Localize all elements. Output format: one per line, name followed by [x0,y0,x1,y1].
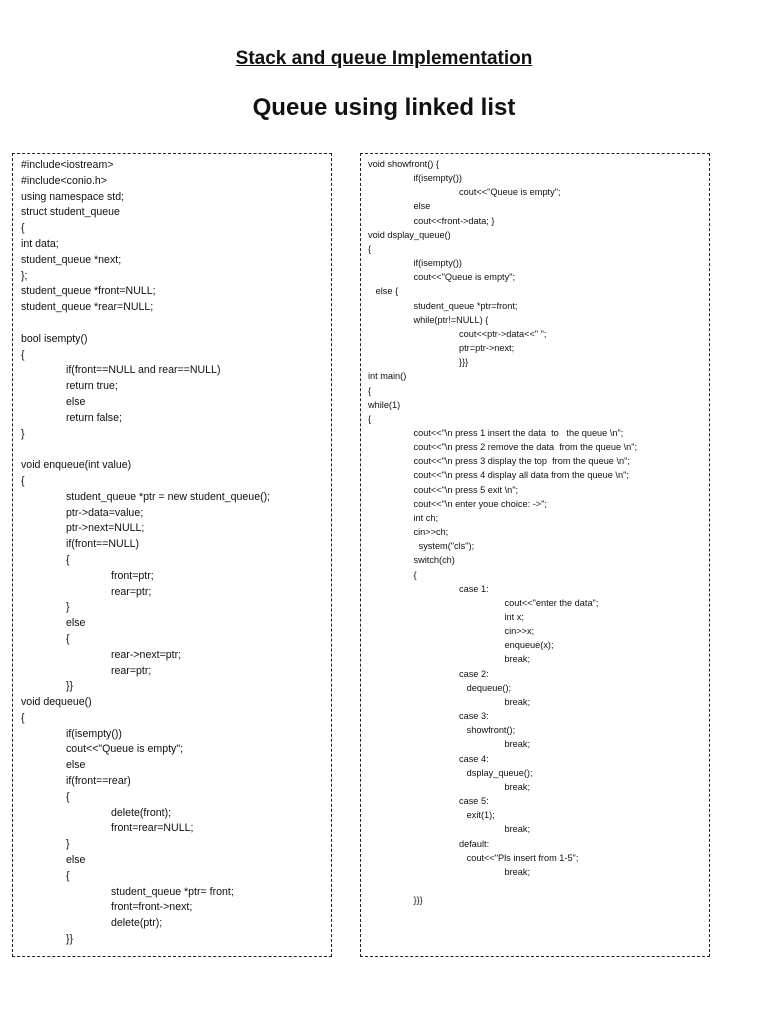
code-line: front=front->next; [21,901,193,914]
document-subtitle: Queue using linked list [252,94,516,121]
code-line: }}} [368,895,423,906]
code-line: cin>>x; [368,626,535,637]
code-line: else { [368,286,399,297]
code-line: break; [368,739,531,750]
code-line: default: [368,838,490,849]
code-line: { [21,869,70,882]
code-line: }; [21,269,28,282]
code-line: struct student_queue [21,206,120,219]
code-line: { [21,790,70,803]
code-line: student_queue *rear=NULL; [21,301,154,314]
code-line: { [21,553,70,566]
code-line: case 3: [368,711,489,722]
code-line: cout<<ptr->data<<" "; [368,328,547,339]
code-line: if(isempty()) [21,727,122,740]
code-line: cout<<"\n press 3 display the top from the queue \n"; [368,456,630,467]
code-line: using namespace std; [21,190,125,203]
code-line: void dsplay_queue() [368,229,451,240]
code-line: int data; [21,237,59,250]
code-line: system("cls"); [368,541,475,552]
code-line: #include<conio.h> [21,174,107,187]
document-title-text: Stack and queue Implementation [235,48,533,69]
code-line: while(1) [368,399,401,410]
code-line: cout<<"\n press 4 display all data from the queue \n"; [368,470,629,481]
code-line: break; [368,824,531,835]
code-line: if(front==rear) [21,775,131,788]
code-line: break; [368,866,531,877]
code-line: enqueue(x); [368,640,554,651]
code-line: } [21,427,25,440]
code-line: cout<<"\n press 1 insert the data to the queue \n"; [368,427,624,438]
code-line: if(isempty()) [368,258,462,269]
code-line: cout<<"Queue is empty"; [21,743,184,756]
code-line: front=rear=NULL; [21,822,194,835]
code-line: delete(front); [21,806,172,819]
code-line: cout<<"Queue is empty"; [368,187,561,198]
code-line: else [368,201,431,212]
code-line: { [21,348,25,361]
code-line: cout<<"Queue is empty"; [368,272,516,283]
code-line [21,442,270,458]
code-line: return false; [21,411,122,424]
code-line: student_queue *ptr = new student_queue(); [21,490,271,503]
document-title [0,48,768,70]
code-line: dequeue(); [368,682,512,693]
code-line: student_queue *ptr= front; [21,885,234,898]
code-line: ptr->data=value; [21,506,144,519]
code-line: { [368,413,372,424]
code-line: break; [368,696,531,707]
code-line: exit(1); [368,810,495,821]
code-line: } [21,838,70,851]
code-line: cin>>ch; [368,527,449,538]
code-line: int ch; [368,512,439,523]
code-line: void dequeue() [21,696,92,709]
code-line: bool isempty() [21,332,88,345]
code-line [21,316,270,332]
code-line: cout<<"\n press 5 exit \n"; [368,484,519,495]
code-line: { [21,632,70,645]
code-line: cout<<front->data; } [368,215,495,226]
code-line: cout<<"Pls insert from 1-5"; [368,852,579,863]
code-line: ptr->next=NULL; [21,522,145,535]
code-line: showfront(); [368,725,516,736]
code-line: { [368,243,372,254]
code-line: break; [368,781,531,792]
code-line: #include<iostream> [21,159,114,171]
code-line: if(front==NULL) [21,538,140,551]
code-line: }}} [368,357,469,368]
code-line: else [21,617,86,630]
code-line: break; [368,654,531,665]
code-line: cout<<"enter the data"; [368,597,599,608]
code-line: int main() [368,371,407,382]
code-line: else [21,759,86,772]
code-line: }} [21,933,74,946]
code-line: cout<<"\n press 2 remove the data from the queue \n"; [368,442,638,453]
code-listing-right [368,157,637,907]
code-line: void enqueue(int value) [21,459,132,472]
code-line: }} [21,680,74,693]
code-line: if(isempty()) [368,173,462,184]
code-line: rear=ptr; [21,585,152,598]
code-line [368,879,637,893]
code-line: dsplay_queue(); [368,767,533,778]
code-line: student_queue *front=NULL; [21,285,156,298]
code-line: { [21,474,25,487]
code-line: { [21,222,25,235]
code-line: student_queue *ptr=front; [368,300,518,311]
code-line: while(ptr!=NULL) { [368,314,489,325]
code-line: case 1: [368,583,489,594]
code-line: case 5: [368,796,489,807]
code-line: rear->next=ptr; [21,648,182,661]
code-line: front=ptr; [21,569,154,582]
code-line: cout<<"\n enter youe choice: ->"; [368,498,547,509]
code-line: ptr=ptr->next; [368,343,515,354]
code-line: else [21,395,86,408]
code-line: case 2: [368,668,489,679]
code-line: rear=ptr; [21,664,152,677]
code-line: int x; [368,612,524,622]
code-line: case 4: [368,753,489,764]
code-line: if(front==NULL and rear==NULL) [21,364,221,377]
code-line: { [368,569,417,580]
code-line: { [21,711,25,724]
code-line: else [21,854,86,867]
code-line: switch(ch) [368,555,455,566]
code-line: return true; [21,380,118,393]
code-line: { [368,385,372,396]
code-box-left [12,153,332,957]
code-line: delete(ptr); [21,917,163,930]
code-listing-left [21,158,270,948]
code-box-right [360,153,710,957]
code-line: student_queue *next; [21,253,122,266]
code-line: } [21,601,70,614]
code-line: void showfront() { [368,159,439,169]
